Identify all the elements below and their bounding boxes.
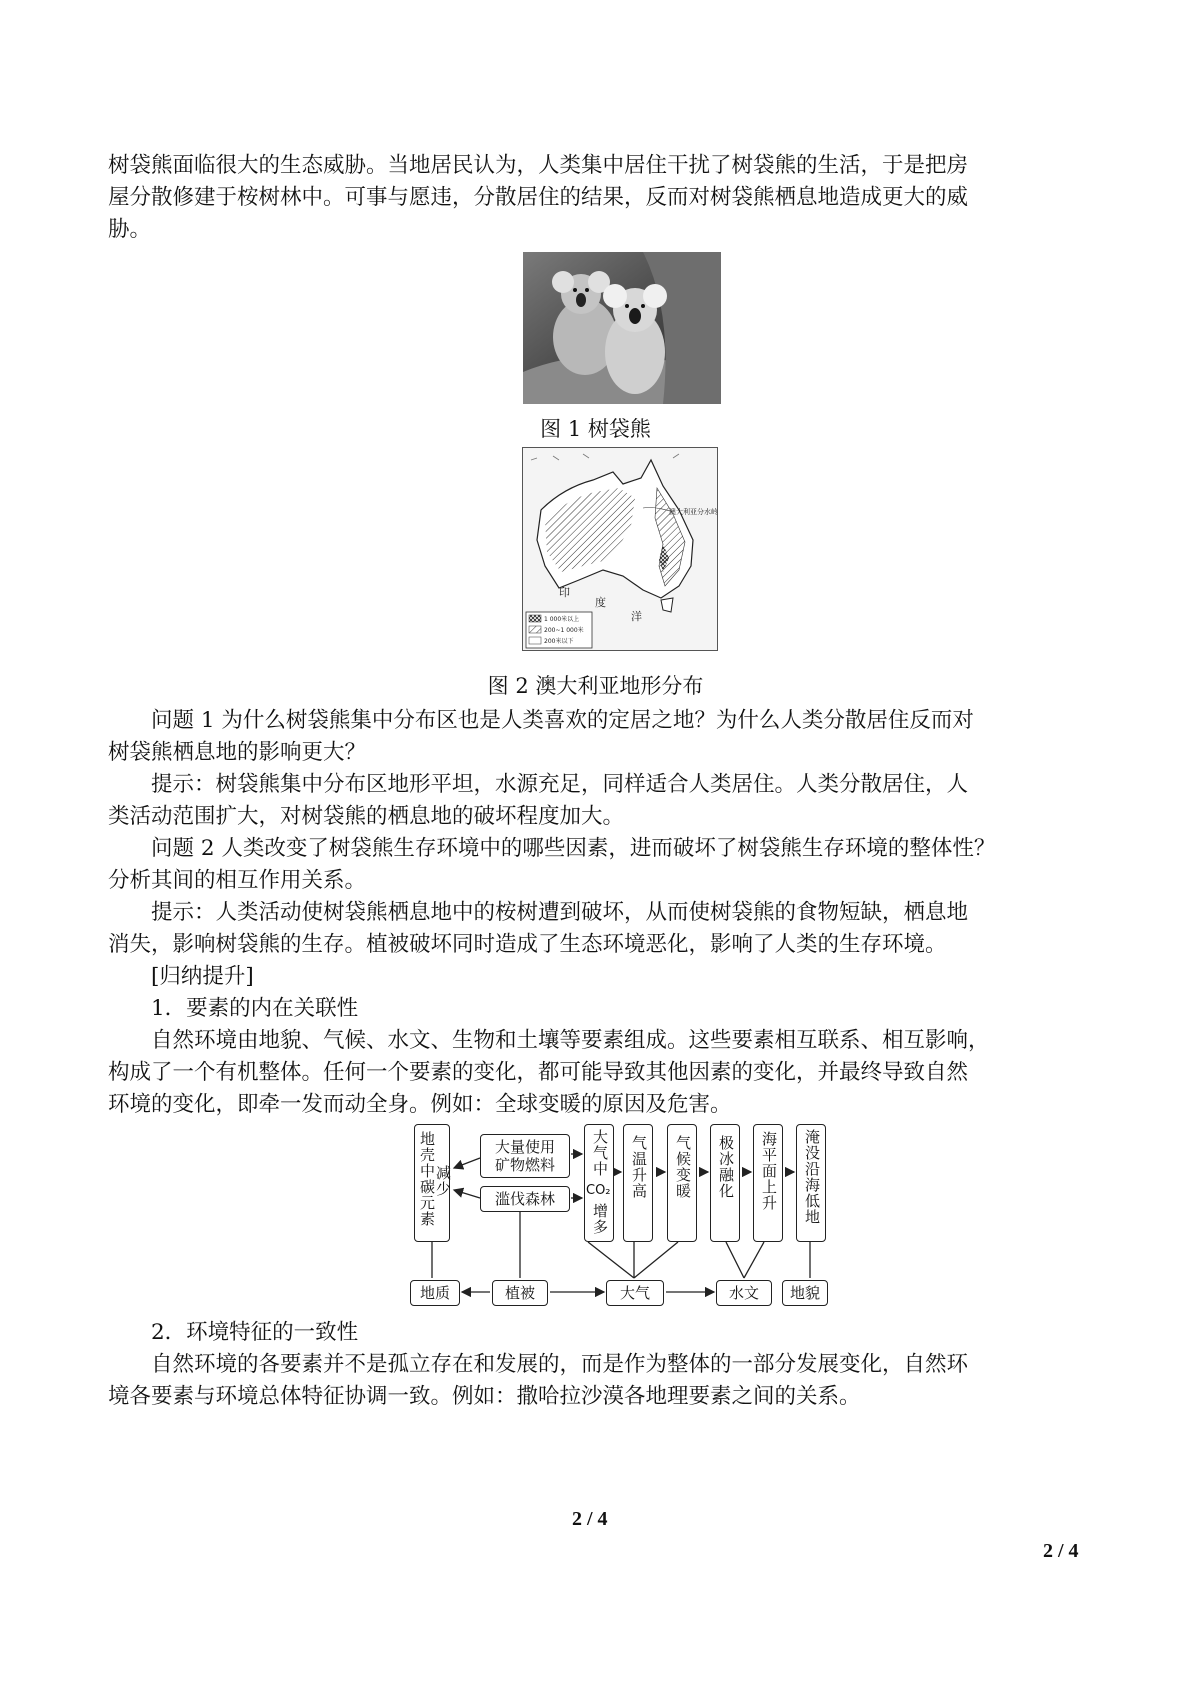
decrease-label: 减少 xyxy=(434,1165,452,1197)
figure2-caption: 图 2 澳大利亚地形分布 xyxy=(487,674,704,698)
intro-line-1: 树袋熊面临很大的生态威胁。当地居民认为，人类集中居住干扰了树袋熊的生活，于是把房 xyxy=(108,153,969,178)
map-label-yin: 印 xyxy=(559,586,570,599)
legend-3: 200米以下 xyxy=(544,638,574,645)
section-1 xyxy=(108,993,1083,1121)
legend-2: 200~1 000米 xyxy=(544,627,584,634)
answer-1-line-1: 提示：树袋熊集中分布区地形平坦，水源充足，同样适合人类居住。人类分散居住，人 xyxy=(151,772,969,797)
intro-paragraph xyxy=(108,150,1083,246)
question-1-line-2: 树袋熊栖息地的影响更大？ xyxy=(108,740,367,765)
sea-rise-box: 海平面上升 xyxy=(753,1124,783,1242)
section-2-line-2: 境各要素与环境总体特征协调一致。例如：撒哈拉沙漠各地理要素之间的关系。 xyxy=(108,1384,861,1409)
section-1-line-3: 环境的变化，即牵一发而动全身。例如：全球变暖的原因及危害。 xyxy=(108,1092,732,1117)
section-2 xyxy=(108,1317,1083,1413)
answer-1 xyxy=(108,769,1083,833)
climate-warm-box: 气候变暖 xyxy=(667,1124,697,1242)
deforestation-box: 滥伐森林 xyxy=(480,1186,570,1212)
intro-line-2: 屋分散修建于桉树林中。可事与愿违，分散居住的结果，反而对树袋熊栖息地造成更大的威 xyxy=(108,185,969,210)
intro-line-3: 胁。 xyxy=(108,217,152,242)
answer-1-line-2: 类活动范围扩大，对树袋熊的栖息地的破坏程度加大。 xyxy=(108,804,625,829)
temp-rise-box: 气温升高 xyxy=(623,1124,653,1242)
map-label-du: 度 xyxy=(595,596,606,609)
section-1-line-2: 构成了一个有机整体。任何一个要素的变化，都可能导致其他因素的变化，并最终导致自然 xyxy=(108,1060,969,1085)
landform-box: 地貌 xyxy=(782,1280,828,1306)
geology-box: 地质 xyxy=(410,1280,460,1306)
answer-2-line-1: 提示：人类活动使树袋熊栖息地中的桉树遭到破坏，从而使树袋熊的食物短缺，栖息地 xyxy=(151,900,969,925)
question-1-line-1: 问题 1 为什么树袋熊集中分布区也是人类喜欢的定居之地？为什么人类分散居住反而对 xyxy=(151,708,974,733)
question-2 xyxy=(108,833,1083,897)
crust-carbon-label: 地壳中碳元素 xyxy=(418,1131,436,1227)
legend-1: 1 000米以上 xyxy=(544,616,580,623)
question-2-line-2: 分析其间的相互作用关系。 xyxy=(108,868,367,893)
divide-label: 澳大利亚分水岭 xyxy=(669,508,717,516)
section-2-line-1: 自然环境的各要素并不是孤立存在和发展的，而是作为整体的一部分发展变化，自然环 xyxy=(151,1352,969,1377)
ice-melt-box: 极冰融化 xyxy=(710,1124,740,1242)
flood-lowland-box: 淹没沿海低地 xyxy=(796,1124,826,1242)
question-2-line-1: 问题 2 人类改变了树袋熊生存环境中的哪些因素，进而破坏了树袋熊生存环境的整体性？ xyxy=(151,836,996,861)
section-1-line-1: 自然环境由地貌、气候、水文、生物和土壤等要素组成。这些要素相互联系、相互影响， xyxy=(151,1028,990,1053)
co2-increase-box: 大气中 CO₂ 增多 xyxy=(584,1124,614,1242)
page-number-center: 2 / 4 xyxy=(572,1508,608,1530)
hydrology-box: 水文 xyxy=(716,1280,772,1306)
answer-2 xyxy=(108,897,1083,961)
summary-heading: [归纳提升] xyxy=(151,964,254,989)
question-1 xyxy=(108,705,1083,769)
section-2-title: 2．环境特征的一致性 xyxy=(151,1320,359,1345)
section-1-title: 1．要素的内在关联性 xyxy=(151,996,359,1021)
answer-2-line-2: 消失，影响树袋熊的生存。植被破坏同时造成了生态环境恶化，影响了人类的生存环境。 xyxy=(108,932,947,957)
fossil-fuel-box: 大量使用矿物燃料 xyxy=(480,1134,570,1178)
figure1-caption: 图 1 树袋熊 xyxy=(540,417,651,441)
koala-photo xyxy=(523,252,721,404)
map-label-yang: 洋 xyxy=(631,610,642,623)
page-number-right: 2 / 4 xyxy=(1043,1540,1079,1562)
atmosphere-box: 大气 xyxy=(606,1280,664,1306)
global-warming-diagram xyxy=(408,1120,828,1310)
australia-terrain-map xyxy=(522,447,718,651)
crust-carbon-box xyxy=(414,1124,450,1242)
vegetation-box: 植被 xyxy=(492,1280,548,1306)
